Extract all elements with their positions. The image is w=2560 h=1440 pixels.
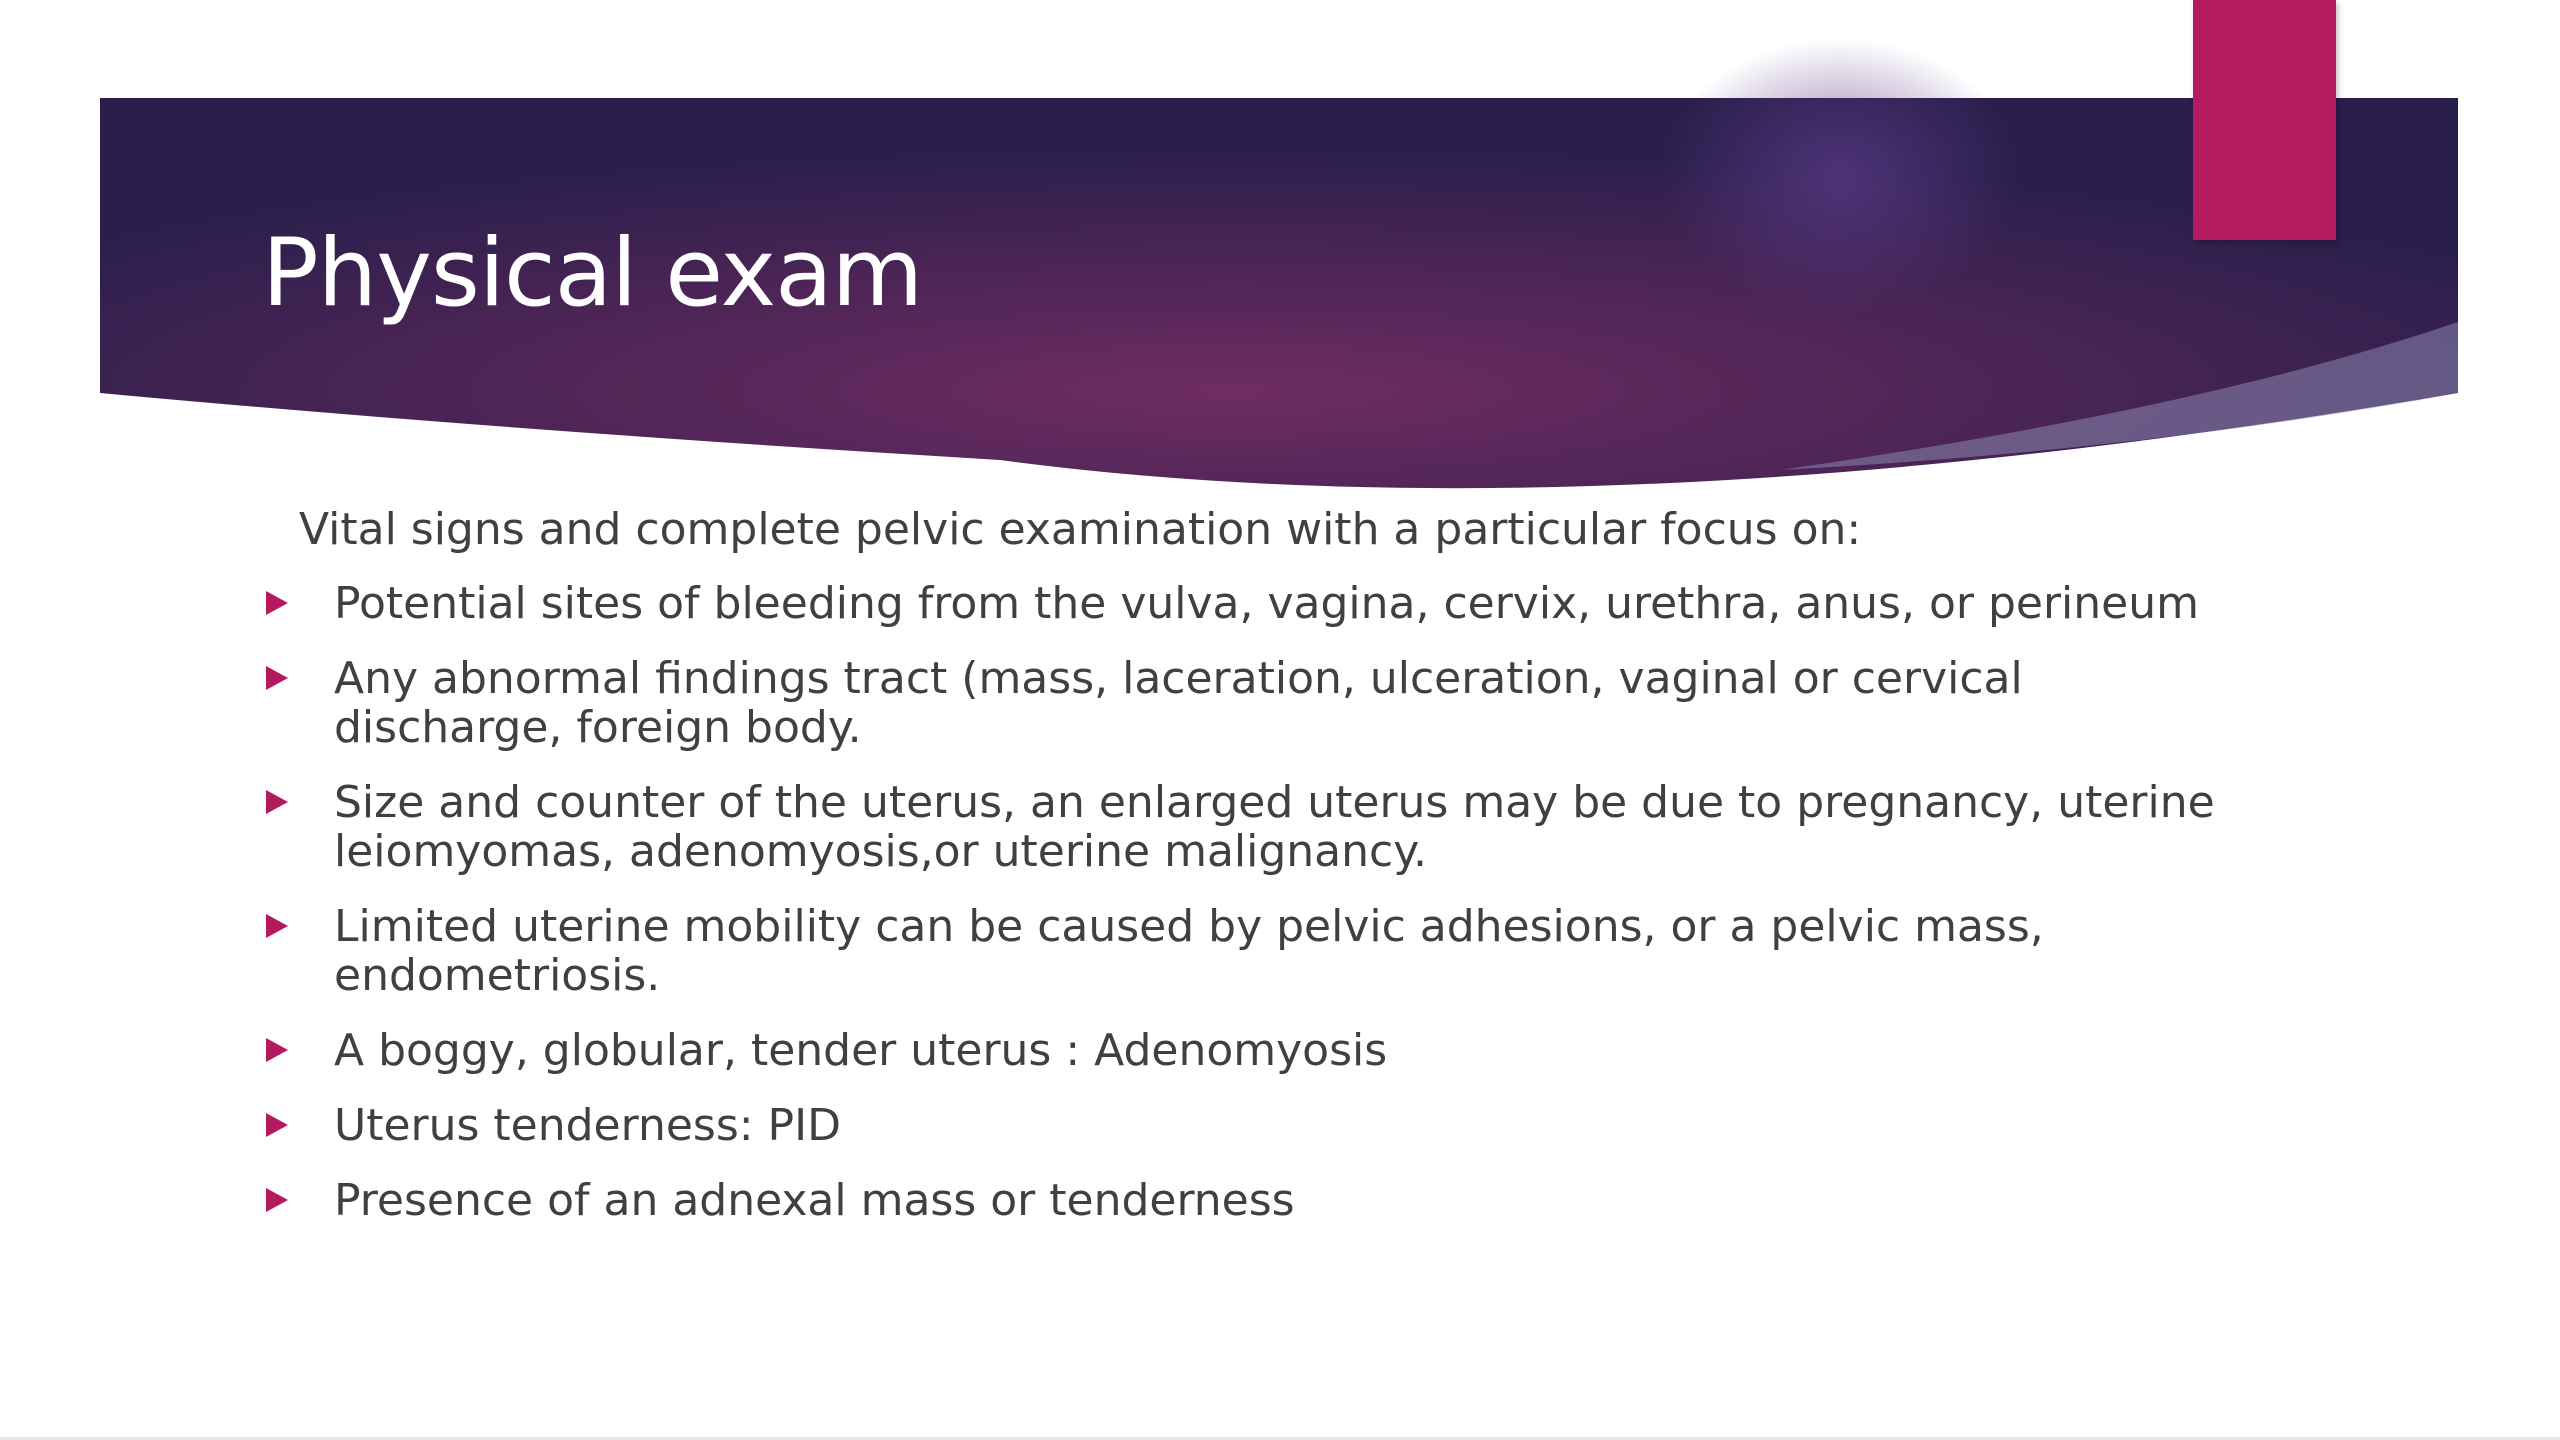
bullet-item [262,778,2262,876]
accent-tab [2193,0,2336,240]
triangle-right-icon [266,591,288,615]
intro-text: Vital signs and complete pelvic examination with a particular focus on: [299,504,1862,555]
bullet-item [262,1101,2262,1150]
bullet-item [262,1026,2262,1075]
bullet-text: Presence of an adnexal mass or tenderness [334,1175,1295,1226]
triangle-right-icon [266,1038,288,1062]
bullet-item [262,1176,2262,1225]
triangle-right-icon [266,790,288,814]
bullet-text: Limited uterine mobility can be caused by pelvic adhesions, or a pelvic mass, endometriosis. [334,901,2044,1001]
banner-spot [1660,38,2020,318]
triangle-right-icon [266,914,288,938]
bullet-text: Potential sites of bleeding from the vulva, vagina, cervix, urethra, anus, or perineum [334,578,2199,629]
bullet-text: Size and counter of the uterus, an enlarged uterus may be due to pregnancy, uterine leiomyomas, adenomyosis,or uterine malignancy. [334,777,2215,877]
bullet-text: Any abnormal findings tract (mass, laceration, ulceration, vaginal or cervical discharge, foreign body. [334,653,2023,753]
triangle-right-icon [266,1113,288,1137]
triangle-right-icon [266,1188,288,1212]
bullet-item [262,579,2262,628]
triangle-right-icon [266,666,288,690]
bullet-text: A boggy, globular, tender uterus : Adenomyosis [334,1025,1388,1076]
slide-body [262,505,2262,1251]
bullet-text: Uterus tenderness: PID [334,1100,841,1151]
bullet-list [262,579,2262,1225]
bullet-item [262,654,2262,752]
bullet-item [262,902,2262,1000]
slide-title: Physical exam [262,219,923,328]
